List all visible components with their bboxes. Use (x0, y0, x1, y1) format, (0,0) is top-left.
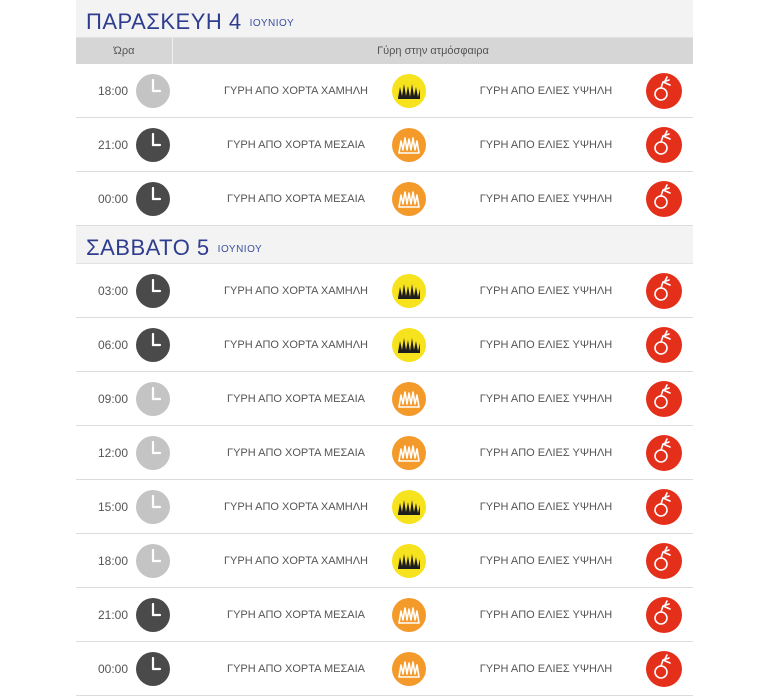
column-header-pollen: Γύρη στην ατμόσφαιρα (377, 45, 489, 57)
olive-pollen-icon (646, 181, 682, 217)
olive-pollen-level: ΓΥΡΗ ΑΠΟ ΕΛΙΕΣ ΥΨΗΛΗ (479, 446, 613, 459)
grass-pollen-level: ΓΥΡΗ ΑΠΟ ΧΟΡΤΑ ΧΑΜΗΛΗ (223, 554, 368, 567)
forecast-row (76, 318, 693, 372)
olive-pollen-icon (646, 327, 682, 363)
grass-pollen-level: ΓΥΡΗ ΑΠΟ ΧΟΡΤΑ ΜΕΣΑΙΑ (227, 392, 365, 405)
day-month: ΙΟΥΝΙΟΥ (249, 18, 295, 29)
forecast-time: 00:00 (97, 191, 128, 206)
olive-pollen-level: ΓΥΡΗ ΑΠΟ ΕΛΙΕΣ ΥΨΗΛΗ (479, 138, 613, 151)
forecast-row (76, 642, 693, 696)
day-month: ΙΟΥΝΙΟΥ (217, 244, 263, 255)
clock-icon (136, 182, 170, 216)
forecast-time: 09:00 (97, 391, 128, 406)
grass-pollen-icon (392, 182, 426, 216)
forecast-time: 18:00 (97, 553, 128, 568)
forecast-time: 15:00 (97, 499, 128, 514)
grass-pollen-icon (392, 74, 426, 108)
clock-icon (136, 128, 170, 162)
grass-pollen-level: ΓΥΡΗ ΑΠΟ ΧΟΡΤΑ ΜΕΣΑΙΑ (227, 662, 365, 675)
grass-pollen-level: ΓΥΡΗ ΑΠΟ ΧΟΡΤΑ ΧΑΜΗΛΗ (223, 84, 368, 97)
olive-pollen-level: ΓΥΡΗ ΑΠΟ ΕΛΙΕΣ ΥΨΗΛΗ (479, 554, 613, 567)
day-title: ΠΑΡΑΣΚΕΥΗ 4 (86, 9, 242, 34)
forecast-time: 18:00 (97, 83, 128, 98)
olive-pollen-level: ΓΥΡΗ ΑΠΟ ΕΛΙΕΣ ΥΨΗΛΗ (479, 608, 613, 621)
forecast-row (76, 264, 693, 318)
clock-icon (136, 274, 170, 308)
column-headers (76, 38, 693, 64)
olive-pollen-icon (646, 435, 682, 471)
olive-pollen-icon (646, 489, 682, 525)
grass-pollen-level: ΓΥΡΗ ΑΠΟ ΧΟΡΤΑ ΜΕΣΑΙΑ (227, 192, 365, 205)
grass-pollen-icon (392, 598, 426, 632)
grass-pollen-icon (392, 128, 426, 162)
forecast-row (76, 480, 693, 534)
olive-pollen-level: ΓΥΡΗ ΑΠΟ ΕΛΙΕΣ ΥΨΗΛΗ (479, 500, 613, 513)
clock-icon (136, 544, 170, 578)
forecast-time: 21:00 (97, 137, 128, 152)
day-header (76, 226, 693, 264)
olive-pollen-icon (646, 127, 682, 163)
olive-pollen-icon (646, 597, 682, 633)
grass-pollen-icon (392, 382, 426, 416)
olive-pollen-level: ΓΥΡΗ ΑΠΟ ΕΛΙΕΣ ΥΨΗΛΗ (479, 284, 613, 297)
grass-pollen-icon (392, 274, 426, 308)
forecast-row (76, 172, 693, 226)
grass-pollen-icon (392, 544, 426, 578)
day-title: ΣΑΒΒΑΤΟ 5 (86, 235, 210, 260)
clock-icon (136, 74, 170, 108)
grass-pollen-icon (392, 490, 426, 524)
clock-icon (136, 652, 170, 686)
olive-pollen-icon (646, 543, 682, 579)
clock-icon (136, 382, 170, 416)
olive-pollen-icon (646, 73, 682, 109)
forecast-row (76, 426, 693, 480)
clock-icon (136, 436, 170, 470)
olive-pollen-level: ΓΥΡΗ ΑΠΟ ΕΛΙΕΣ ΥΨΗΛΗ (479, 662, 613, 675)
grass-pollen-level: ΓΥΡΗ ΑΠΟ ΧΟΡΤΑ ΧΑΜΗΛΗ (223, 500, 368, 513)
grass-pollen-icon (392, 436, 426, 470)
olive-pollen-level: ΓΥΡΗ ΑΠΟ ΕΛΙΕΣ ΥΨΗΛΗ (479, 192, 613, 205)
grass-pollen-level: ΓΥΡΗ ΑΠΟ ΧΟΡΤΑ ΧΑΜΗΛΗ (223, 284, 368, 297)
grass-pollen-level: ΓΥΡΗ ΑΠΟ ΧΟΡΤΑ ΜΕΣΑΙΑ (227, 608, 365, 621)
day-header (76, 0, 693, 38)
forecast-time: 03:00 (97, 283, 128, 298)
column-header-time: Ώρα (76, 38, 173, 64)
olive-pollen-level: ΓΥΡΗ ΑΠΟ ΕΛΙΕΣ ΥΨΗΛΗ (479, 392, 613, 405)
pollen-forecast-table (76, 0, 693, 700)
forecast-row (76, 372, 693, 426)
olive-pollen-level: ΓΥΡΗ ΑΠΟ ΕΛΙΕΣ ΥΨΗΛΗ (479, 338, 613, 351)
clock-icon (136, 328, 170, 362)
clock-icon (136, 490, 170, 524)
forecast-time: 06:00 (97, 337, 128, 352)
grass-pollen-level: ΓΥΡΗ ΑΠΟ ΧΟΡΤΑ ΜΕΣΑΙΑ (227, 138, 365, 151)
olive-pollen-icon (646, 651, 682, 687)
olive-pollen-icon (646, 381, 682, 417)
forecast-time: 12:00 (97, 445, 128, 460)
grass-pollen-level: ΓΥΡΗ ΑΠΟ ΧΟΡΤΑ ΜΕΣΑΙΑ (227, 446, 365, 459)
forecast-row (76, 534, 693, 588)
forecast-time: 00:00 (97, 661, 128, 676)
olive-pollen-level: ΓΥΡΗ ΑΠΟ ΕΛΙΕΣ ΥΨΗΛΗ (479, 84, 613, 97)
forecast-row (76, 588, 693, 642)
grass-pollen-icon (392, 652, 426, 686)
forecast-row (76, 64, 693, 118)
olive-pollen-icon (646, 273, 682, 309)
forecast-row (76, 118, 693, 172)
forecast-time: 21:00 (97, 607, 128, 622)
grass-pollen-icon (392, 328, 426, 362)
grass-pollen-level: ΓΥΡΗ ΑΠΟ ΧΟΡΤΑ ΧΑΜΗΛΗ (223, 338, 368, 351)
clock-icon (136, 598, 170, 632)
